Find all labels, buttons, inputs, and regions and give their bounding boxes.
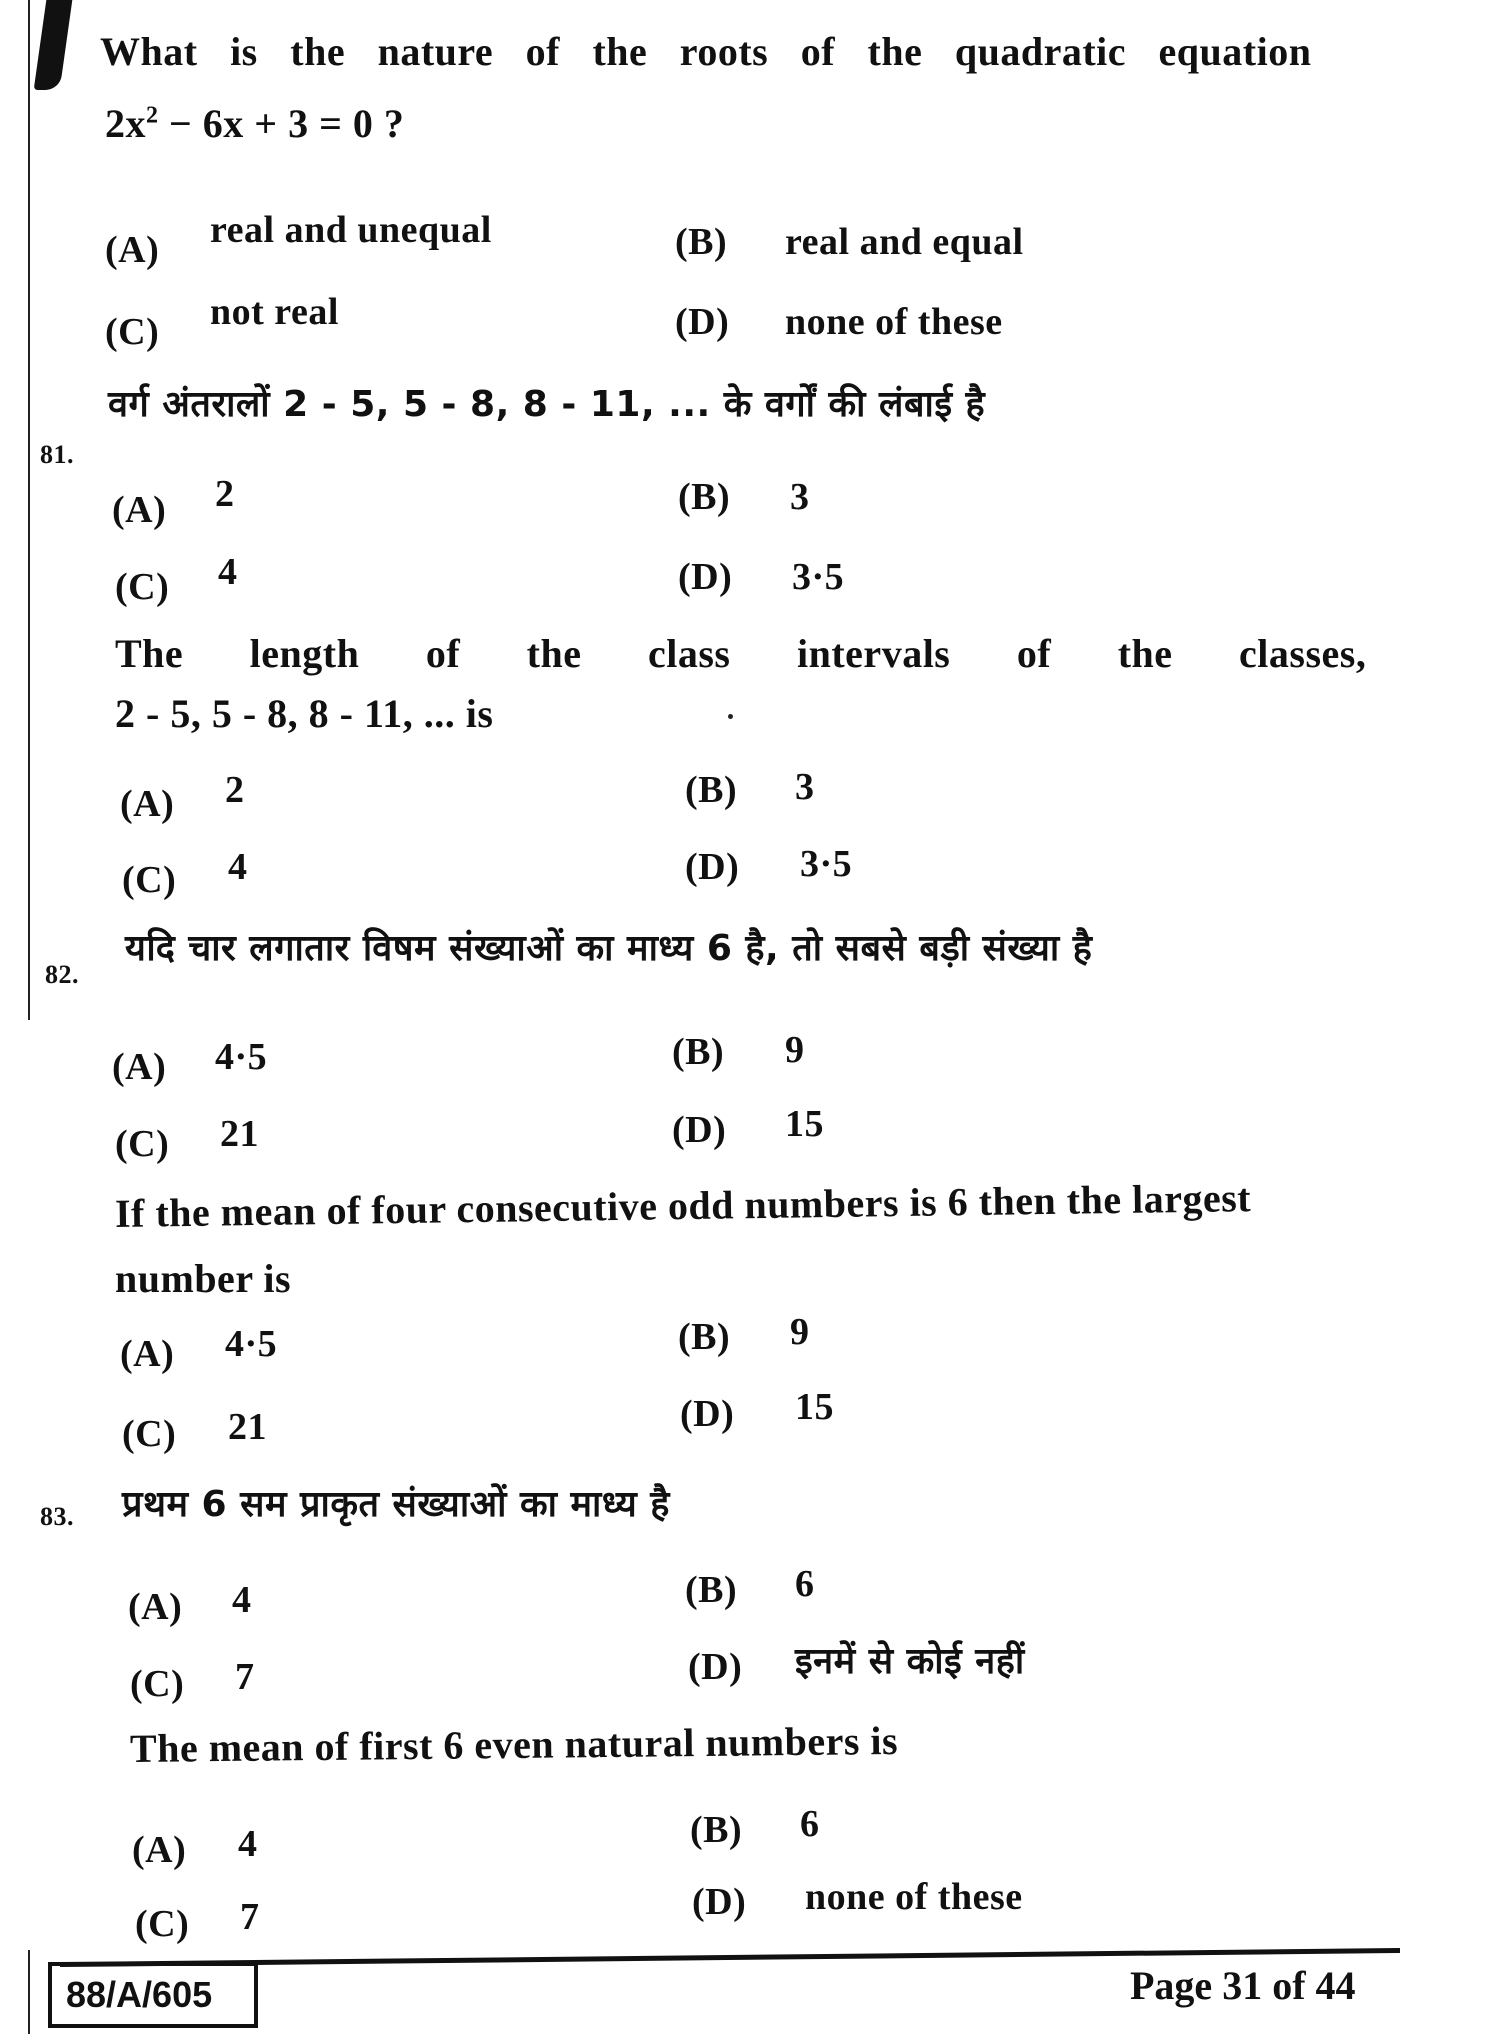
option-label-c: (C) <box>130 1663 185 1705</box>
option-c: 4 <box>218 551 238 593</box>
option-c: 21 <box>220 1113 259 1155</box>
option-c: not real <box>210 291 339 333</box>
equation-base: 2x <box>105 101 146 146</box>
question-number: 82. <box>45 960 79 989</box>
option-label-c: (C) <box>105 311 160 353</box>
option-c: 7 <box>240 1896 260 1938</box>
option-label-c: (C) <box>122 1413 177 1455</box>
option-label-d: (D) <box>675 301 730 343</box>
question-text-line2: number is <box>115 1256 292 1301</box>
option-b: 3 <box>790 476 810 518</box>
option-label-d: (D) <box>672 1109 727 1151</box>
option-label-d: (D) <box>688 1646 743 1688</box>
option-d: इनमें से कोई नहीं <box>795 1641 1025 1682</box>
option-label-a: (A) <box>112 489 167 531</box>
option-label-a: (A) <box>120 783 175 825</box>
option-b: 6 <box>800 1803 820 1845</box>
option-b: 3 <box>795 766 815 808</box>
question-text-line2: 2 - 5, 5 - 8, 8 - 11, ... is <box>115 691 494 736</box>
option-b: 6 <box>795 1563 815 1605</box>
question-text-hindi: वर्ग अंतरालों 2 - 5, 5 - 8, 8 - 11, ... के वर्गों की लंबाई है <box>108 384 986 425</box>
equation <box>105 100 404 147</box>
option-c: 21 <box>228 1406 267 1448</box>
option-d: none of these <box>785 301 1003 343</box>
option-label-c: (C) <box>115 1123 170 1165</box>
option-label-a: (A) <box>128 1586 183 1628</box>
option-label-c: (C) <box>115 566 170 608</box>
question-text: If the mean of four consecutive odd numbers is 6 then the largest <box>114 1175 1252 1236</box>
option-label-c: (C) <box>135 1903 190 1945</box>
option-label-a: (A) <box>105 229 160 271</box>
blank-dot <box>728 714 733 719</box>
option-b: 9 <box>790 1311 810 1353</box>
option-d: none of these <box>805 1876 1023 1918</box>
option-label-a: (A) <box>132 1829 187 1871</box>
paper-code: 88/A/605 <box>48 1962 258 2028</box>
margin-rule <box>28 0 30 1020</box>
option-label-d: (D) <box>685 846 740 888</box>
option-label-a: (A) <box>112 1046 167 1088</box>
option-label-c: (C) <box>122 859 177 901</box>
option-a: 4·5 <box>215 1036 268 1078</box>
option-b: 9 <box>785 1029 805 1071</box>
question-number: 83. <box>40 1502 74 1531</box>
option-label-b: (B) <box>685 769 738 811</box>
option-label-b: (B) <box>678 476 731 518</box>
option-label-a: (A) <box>120 1333 175 1375</box>
option-label-d: (D) <box>678 556 733 598</box>
page-number: Page 31 of 44 <box>1130 1963 1356 2008</box>
option-label-d: (D) <box>680 1393 735 1435</box>
option-label-b: (B) <box>685 1569 738 1611</box>
option-d: 3·5 <box>792 556 845 598</box>
option-a: 2 <box>225 769 245 811</box>
option-a: 4·5 <box>225 1323 278 1365</box>
option-d: 15 <box>785 1103 824 1145</box>
option-a: 4 <box>232 1579 252 1621</box>
option-label-d: (D) <box>692 1881 747 1923</box>
option-a: 2 <box>215 473 235 515</box>
binding-mark <box>34 0 73 90</box>
option-label-b: (B) <box>672 1031 725 1073</box>
option-label-b: (B) <box>690 1809 743 1851</box>
option-d: 15 <box>795 1386 834 1428</box>
question-text-hindi: प्रथम 6 सम प्राकृत संख्याओं का माध्य है <box>122 1484 670 1525</box>
option-d: 3·5 <box>800 843 853 885</box>
option-c: 7 <box>235 1656 255 1698</box>
equation-rest: − 6x + 3 = 0 ? <box>158 101 405 146</box>
option-a: real and unequal <box>210 209 492 251</box>
question-text: What is the nature of the roots of the quadratic equation <box>100 29 1312 74</box>
option-c: 4 <box>228 846 248 888</box>
margin-rule <box>28 1950 30 2034</box>
question-number: 81. <box>40 440 74 469</box>
option-a: 4 <box>238 1823 258 1865</box>
option-label-b: (B) <box>678 1316 731 1358</box>
question-text: The length of the class intervals of the classes, <box>115 631 1367 676</box>
option-b: real and equal <box>785 221 1024 263</box>
question-text-hindi: यदि चार लगातार विषम संख्याओं का माध्य 6 है, तो सबसे बड़ी संख्या है <box>125 928 1093 969</box>
equation-exponent: 2 <box>146 102 159 129</box>
question-text: The mean of first 6 even natural numbers is <box>129 1717 899 1771</box>
option-label-b: (B) <box>675 221 728 263</box>
